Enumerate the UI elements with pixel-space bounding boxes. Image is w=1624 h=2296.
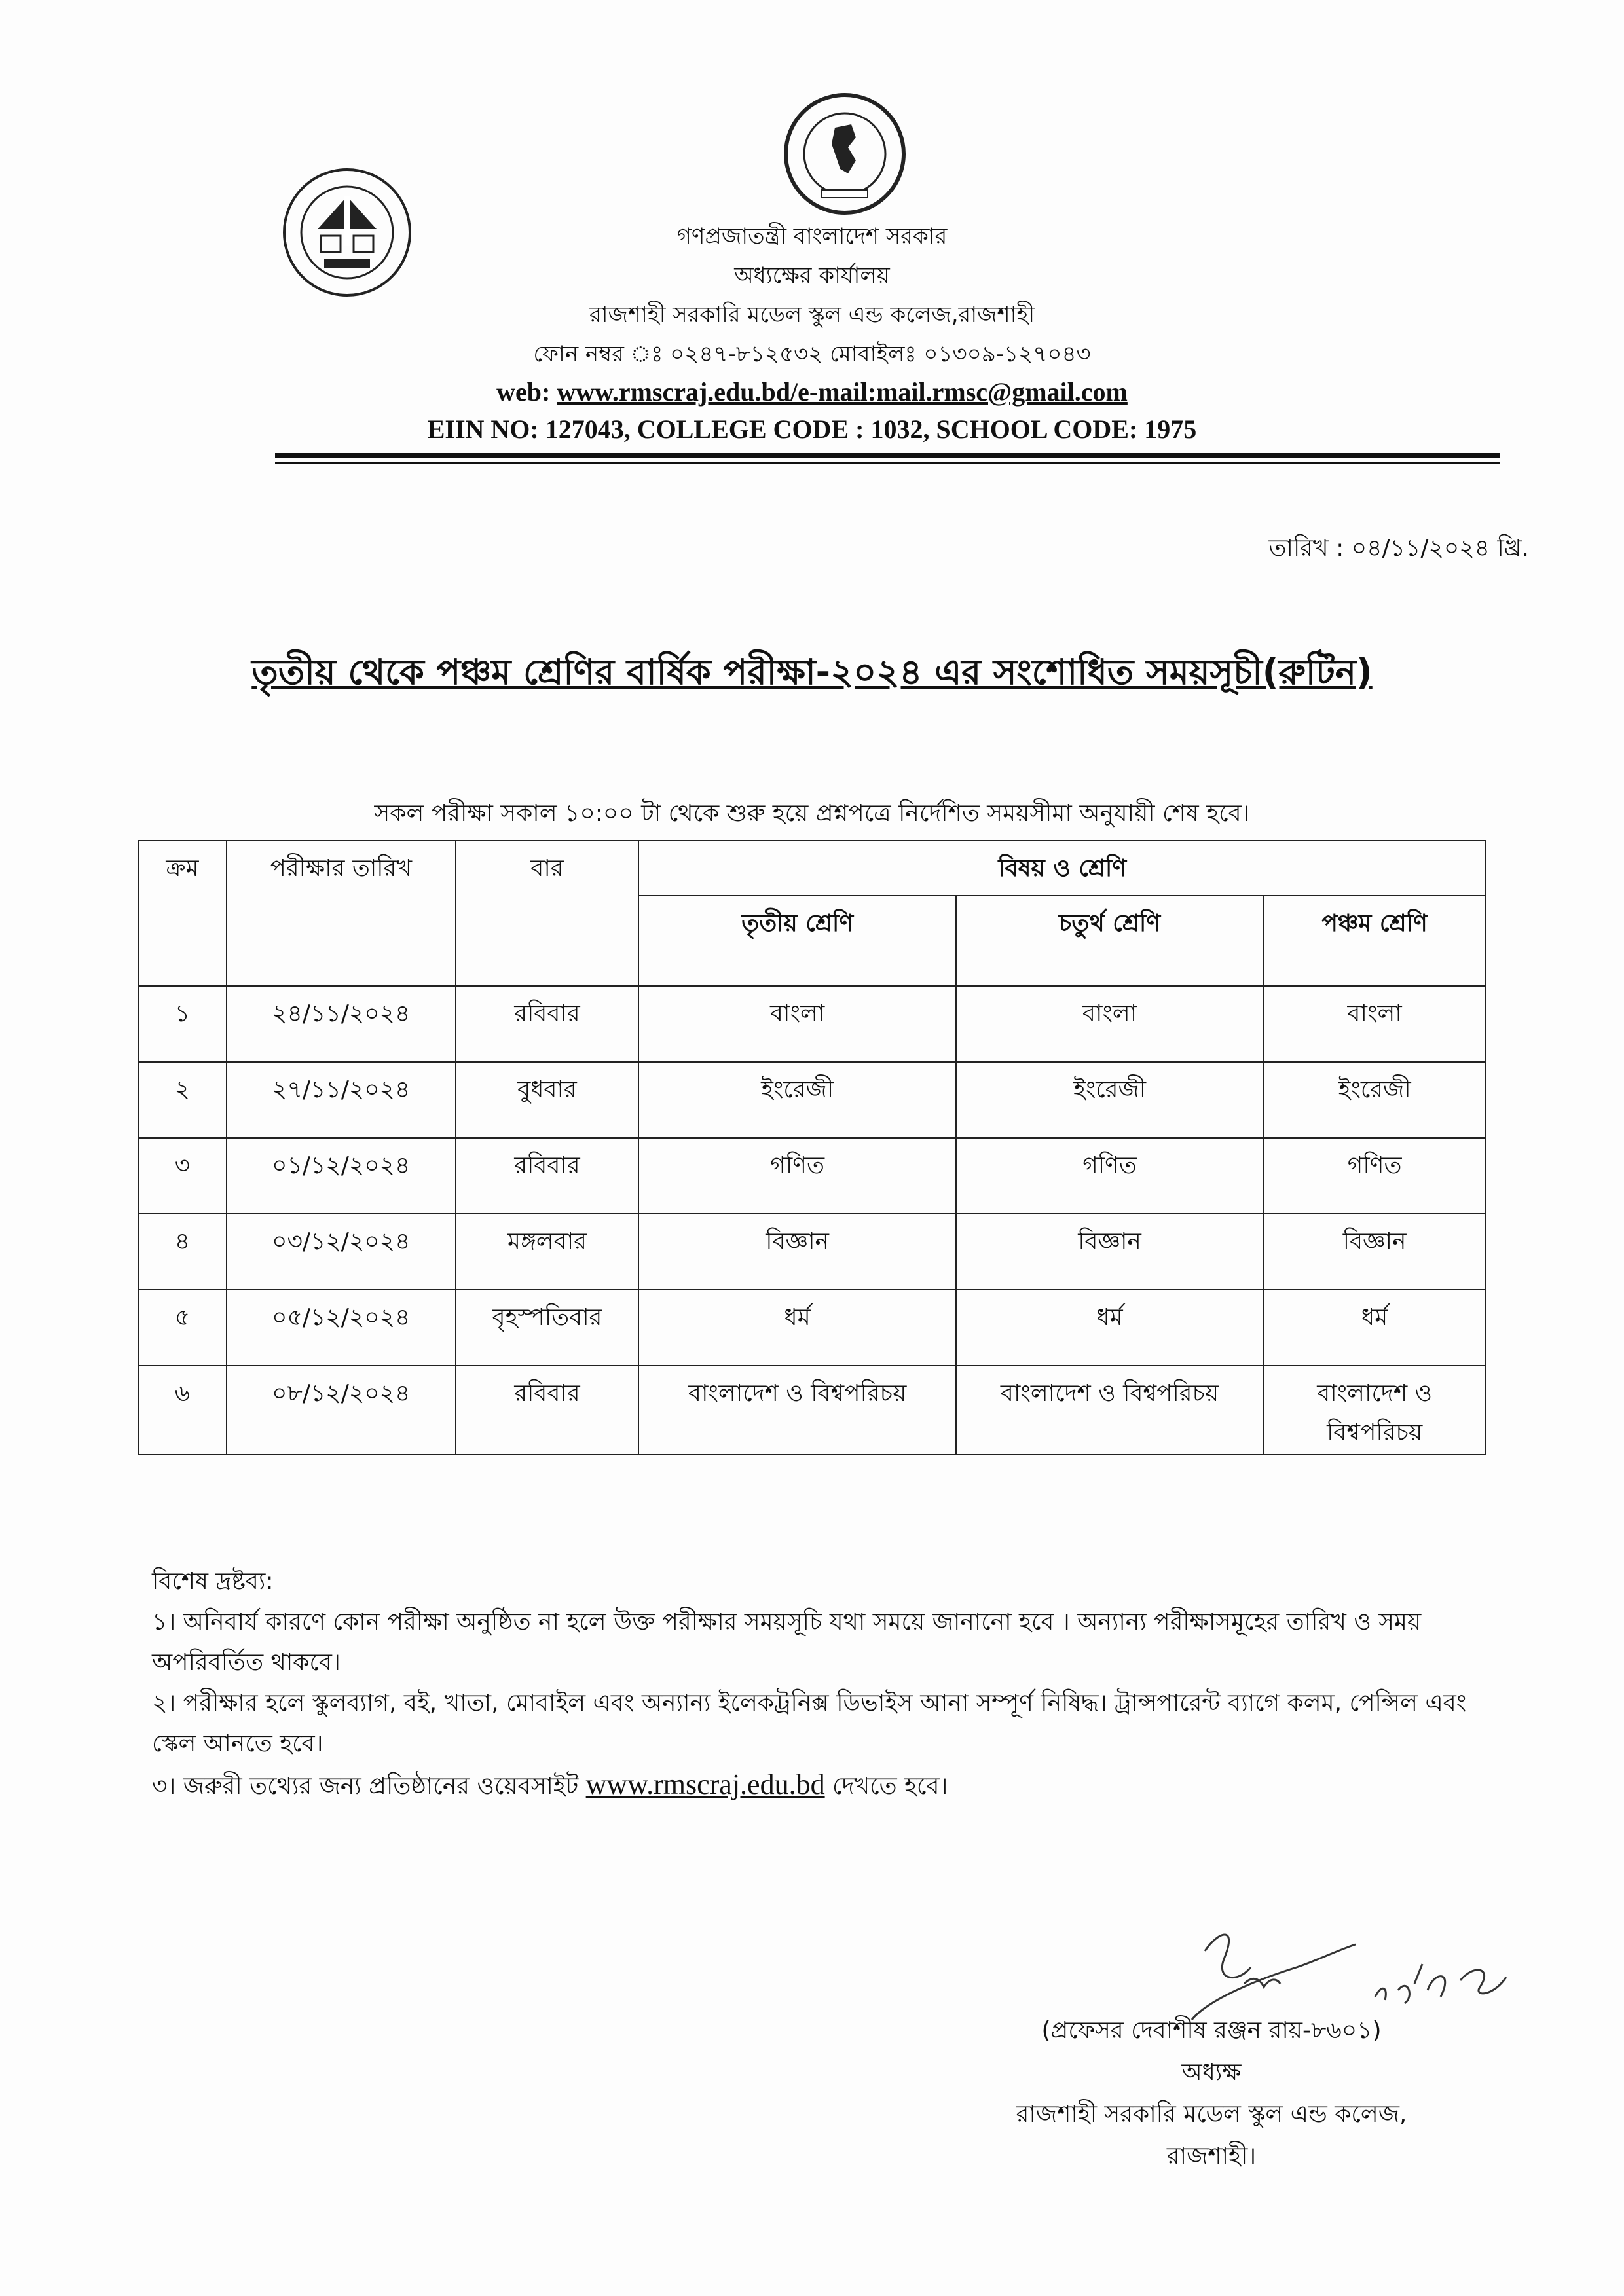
- row-date: ০৫/১২/২০২৪: [227, 1290, 456, 1366]
- table-row: [138, 1366, 1486, 1455]
- note-1: ১। অনিবার্য কারণে কোন পরীক্ষা অনুষ্ঠিত না হলে উক্ত পরীক্ষার সময়সূচি যথা সময়ে জানানো হবে । অন্যান্য পরীক্ষাসমূহের তারিখ ও সময় অপরিবর্তিত থাকবে।: [152, 1609, 1422, 1676]
- note-3: [152, 1764, 1488, 1807]
- row-day: বুধবার: [456, 1062, 639, 1138]
- col-class4: চতুর্থ শ্রেণি: [956, 896, 1263, 986]
- header-divider: [275, 453, 1500, 458]
- row-class4-subject: গণিত: [956, 1138, 1263, 1214]
- col-subject-group: বিষয় ও শ্রেণি: [638, 841, 1486, 896]
- row-class4-subject: বাংলাদেশ ও বিশ্বপরিচয়: [956, 1366, 1263, 1455]
- header-office: অধ্যক্ষের কার্যালয়: [734, 263, 890, 289]
- row-serial: ৫: [138, 1290, 227, 1366]
- row-class3-subject: বিজ্ঞান: [638, 1214, 955, 1290]
- col-day: বার: [456, 841, 639, 986]
- row-class3-subject: ইংরেজী: [638, 1062, 955, 1138]
- header-web: [0, 376, 1624, 407]
- row-class4-subject: ধর্ম: [956, 1290, 1263, 1366]
- special-notes: [152, 1561, 1488, 1807]
- row-day: রবিবার: [456, 986, 639, 1062]
- exam-routine-table: [138, 840, 1486, 1455]
- row-class5-subject: বাংলা: [1263, 986, 1486, 1062]
- table-row: [138, 1062, 1486, 1138]
- col-serial: ক্রম: [138, 841, 227, 986]
- table-row: [138, 1290, 1486, 1366]
- row-serial: ৪: [138, 1214, 227, 1290]
- table-row: [138, 1214, 1486, 1290]
- row-day: মঙ্গলবার: [456, 1214, 639, 1290]
- header-phone: ফোন নম্বর ঃ ০২৪৭-৮১২৫৩২ মোবাইলঃ ০১৩০৯-১২৭০৪৩: [533, 341, 1091, 367]
- row-date: ২৭/১১/২০২৪: [227, 1062, 456, 1138]
- header-divider-thin: [275, 462, 1500, 464]
- row-date: ০৩/১২/২০২৪: [227, 1214, 456, 1290]
- row-day: রবিবার: [456, 1366, 639, 1455]
- row-class3-subject: বাংলাদেশ ও বিশ্বপরিচয়: [638, 1366, 955, 1455]
- row-serial: ৬: [138, 1366, 227, 1455]
- row-class3-subject: গণিত: [638, 1138, 955, 1214]
- row-class5-subject: বিজ্ঞান: [1263, 1214, 1486, 1290]
- row-serial: ৩: [138, 1138, 227, 1214]
- note-3-text: ৩। জরুরী তথ্যের জন্য প্রতিষ্ঠানের ওয়েবসাইট: [152, 1773, 586, 1800]
- row-class3-subject: ধর্ম: [638, 1290, 955, 1366]
- header-institution: রাজশাহী সরকারি মডেল স্কুল এন্ড কলেজ,রাজশাহী: [589, 302, 1035, 328]
- signatory-name: (প্রফেসর দেবাশীষ রঞ্জন রায়-৮৬০১): [1041, 2017, 1382, 2044]
- row-serial: ২: [138, 1062, 227, 1138]
- note-3-tail: দেখতে হবে।: [824, 1773, 948, 1800]
- document-date: তারিখ : ০৪/১১/২০২৪ খ্রি.: [1268, 535, 1529, 562]
- header-web-prefix: web:: [496, 377, 557, 407]
- row-date: ২৪/১১/২০২৪: [227, 986, 456, 1062]
- col-class3: তৃতীয় শ্রেণি: [638, 896, 955, 986]
- exam-time-note: সকল পরীক্ষা সকাল ১০:০০ টা থেকে শুরু হয়ে প্রশ্নপত্রে নির্দেশিত সময়সীমা অনুযায়ী শেষ হবে।: [374, 800, 1250, 827]
- table-row: [138, 1138, 1486, 1214]
- col-date: পরীক্ষার তারিখ: [227, 841, 456, 986]
- signatory-city: রাজশাহী।: [1166, 2143, 1257, 2170]
- row-date: ০১/১২/২০২৪: [227, 1138, 456, 1214]
- government-seal: [783, 92, 907, 216]
- header-govt: গণপ্রজাতন্ত্রী বাংলাদেশ সরকার: [676, 223, 948, 249]
- col-class5: পঞ্চম শ্রেণি: [1263, 896, 1486, 986]
- header-web-link[interactable]: www.rmscraj.edu.bd/e-mail:mail.rmsc@gmail.com: [557, 377, 1128, 407]
- row-class3-subject: বাংলা: [638, 986, 955, 1062]
- row-day: বৃহস্পতিবার: [456, 1290, 639, 1366]
- row-serial: ১: [138, 986, 227, 1062]
- row-class5-subject: ধর্ম: [1263, 1290, 1486, 1366]
- header-eiin: EIIN NO: 127043, COLLEGE CODE : 1032, SCHOOL CODE: 1975: [427, 414, 1197, 444]
- row-class5-subject: ইংরেজী: [1263, 1062, 1486, 1138]
- signatory-designation: অধ্যক্ষ: [1181, 2059, 1242, 2086]
- note-2: ২। পরীক্ষার হলে স্কুলব্যাগ, বই, খাতা, মোবাইল এবং অন্যান্য ইলেকট্রনিক্স ডিভাইস আনা সম্পূর্ণ নিষিদ্ধ। ট্রান্সপারেন্ট ব্যাগে কলম, পেন্সিল এবং স্কেল আনতে হবে।: [152, 1690, 1467, 1757]
- website-link[interactable]: www.rmscraj.edu.bd: [585, 1768, 825, 1800]
- row-class4-subject: ইংরেজী: [956, 1062, 1263, 1138]
- signatory-institution: রাজশাহী সরকারি মডেল স্কুল এন্ড কলেজ,: [1016, 2101, 1407, 2128]
- row-class5-subject: বাংলাদেশ ও বিশ্বপরিচয়: [1263, 1366, 1486, 1455]
- row-day: রবিবার: [456, 1138, 639, 1214]
- signature-block: [943, 2010, 1480, 2178]
- page-title: তৃতীয় থেকে পঞ্চম শ্রেণির বার্ষিক পরীক্ষা-২০২৪ এর সংশোধিত সময়সূচী(রুটিন): [251, 651, 1373, 693]
- row-class5-subject: গণিত: [1263, 1138, 1486, 1214]
- table-row: [138, 986, 1486, 1062]
- row-class4-subject: বাংলা: [956, 986, 1263, 1062]
- row-class4-subject: বিজ্ঞান: [956, 1214, 1263, 1290]
- row-date: ০৮/১২/২০২৪: [227, 1366, 456, 1455]
- notes-heading: বিশেষ দ্রষ্টব্য:: [152, 1568, 274, 1595]
